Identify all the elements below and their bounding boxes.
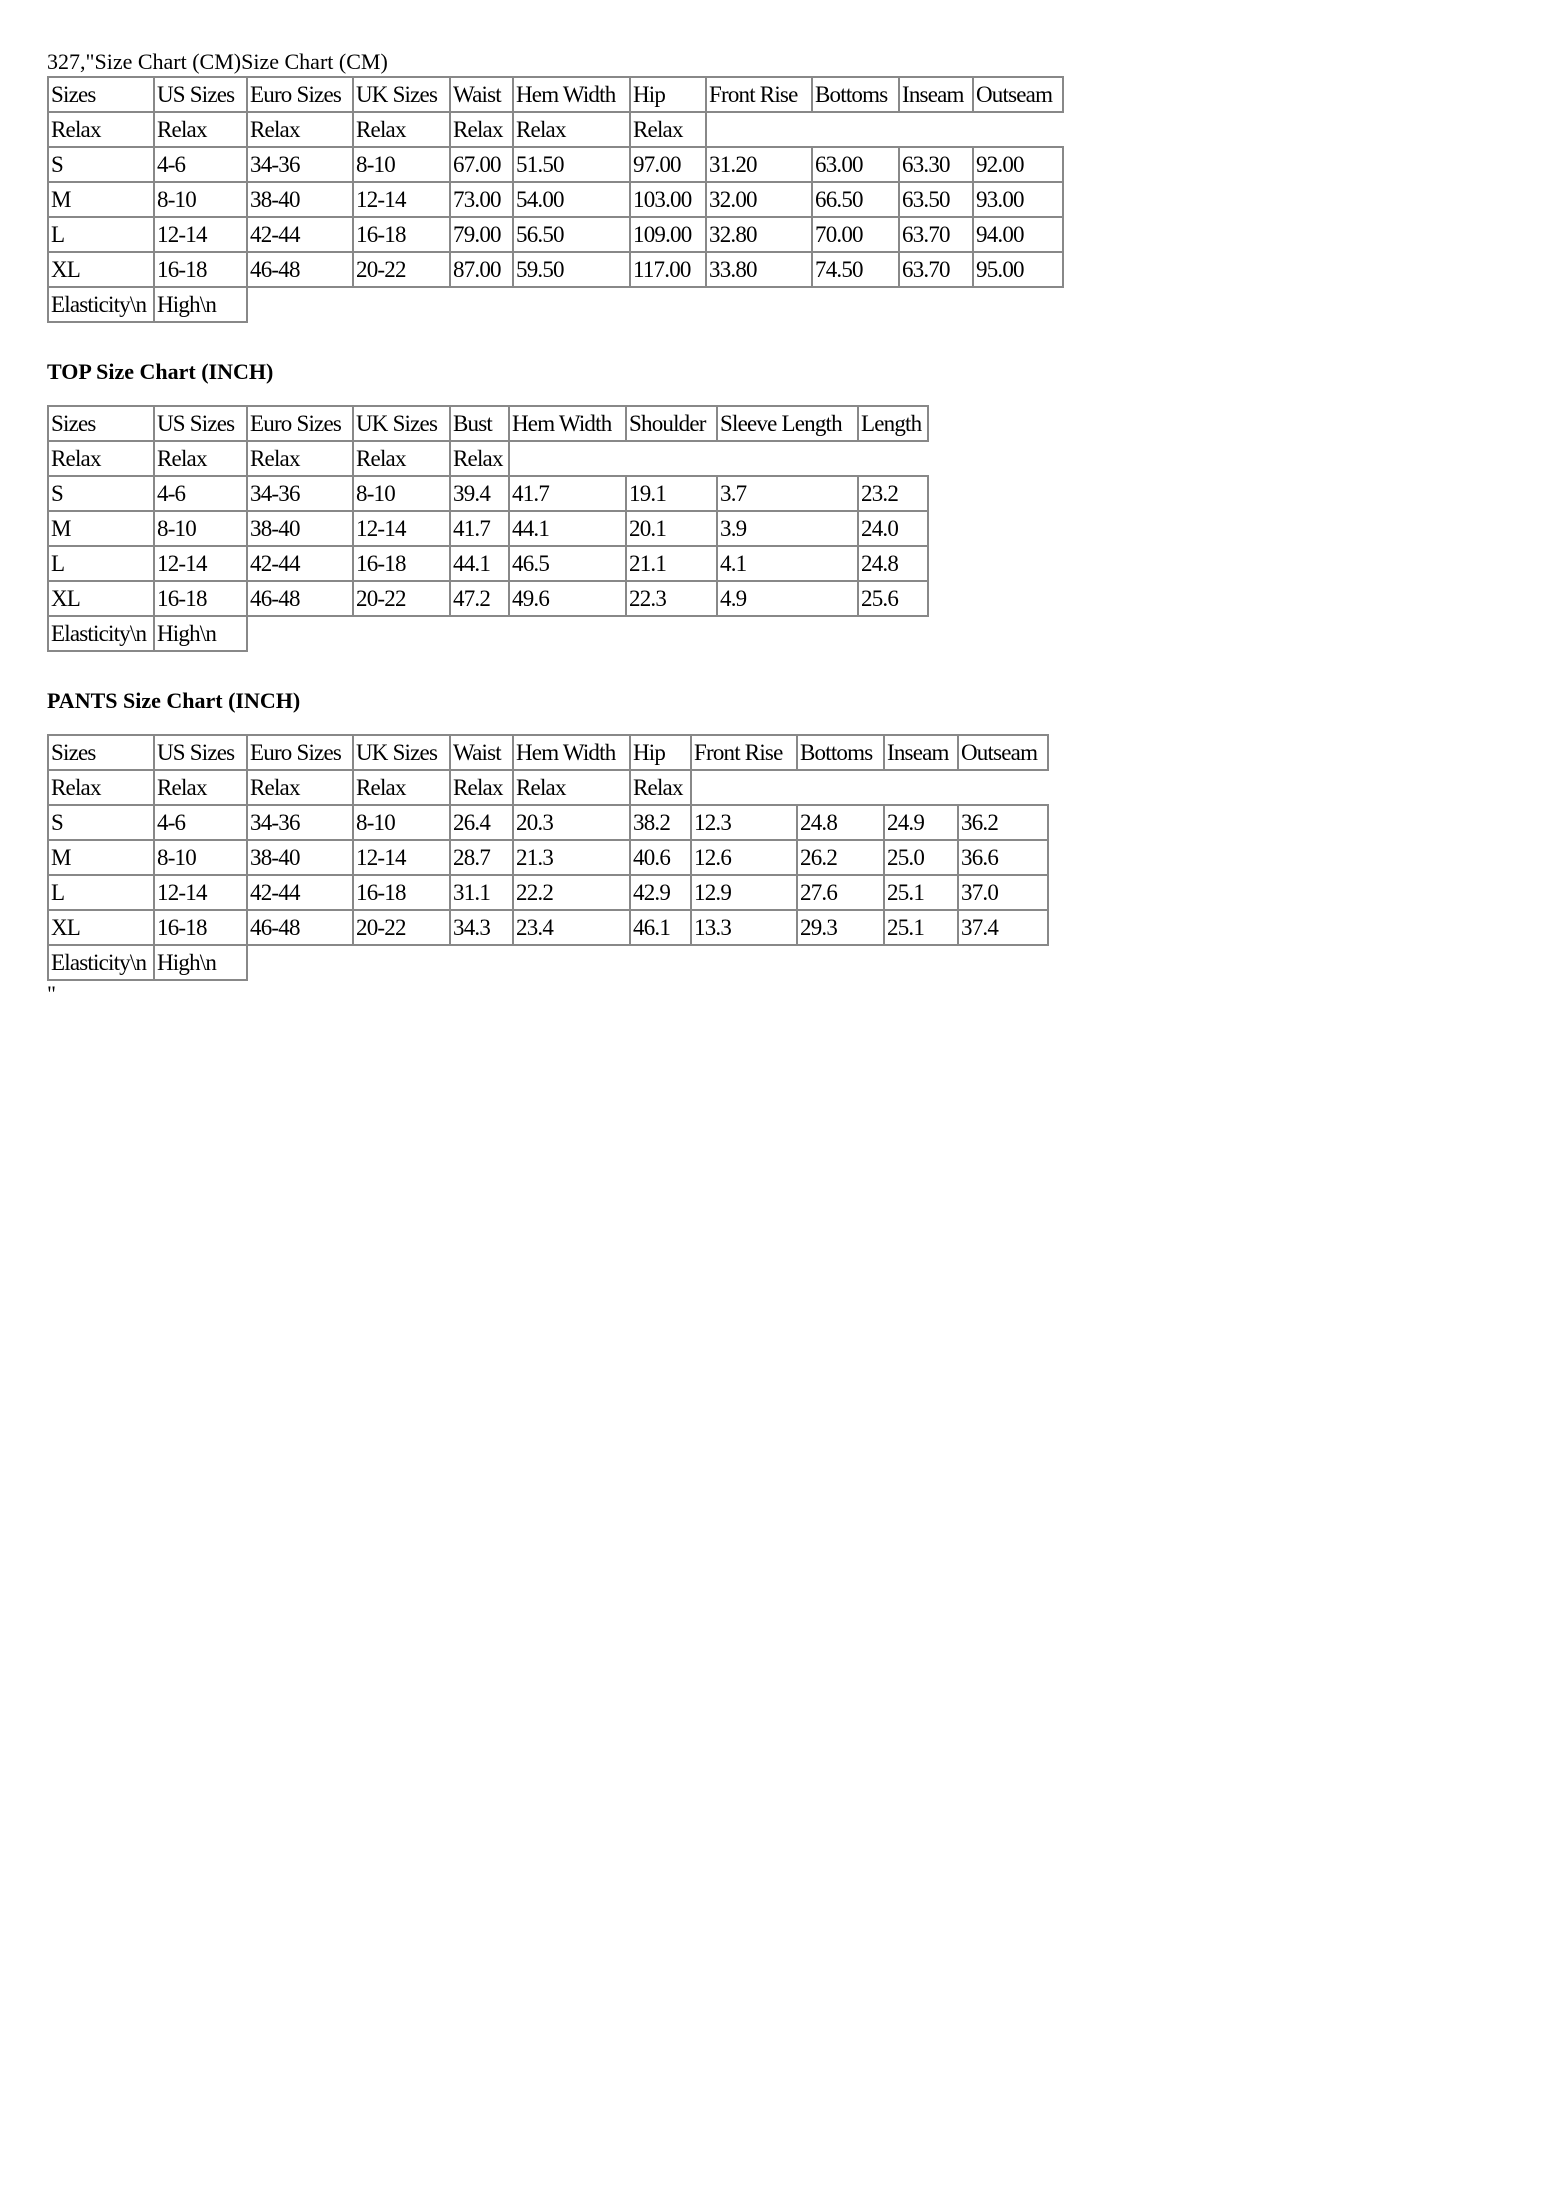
table-cell: Outseam <box>973 77 1063 112</box>
empty-cell <box>353 616 450 651</box>
table-cell: US Sizes <box>154 77 247 112</box>
table-cell: 16-18 <box>154 252 247 287</box>
empty-cell <box>858 441 928 476</box>
table-cell: Relax <box>513 112 630 147</box>
table-cell: Relax <box>154 441 247 476</box>
table-cell: 28.7 <box>450 840 513 875</box>
table-cell: 23.2 <box>858 476 928 511</box>
table-cell: 4-6 <box>154 147 247 182</box>
table-row <box>48 581 928 616</box>
document-page <box>47 48 1147 1005</box>
table-cell: US Sizes <box>154 735 247 770</box>
table-cell: 70.00 <box>812 217 899 252</box>
table-cell: Relax <box>247 112 353 147</box>
table-row <box>48 546 928 581</box>
empty-cell <box>973 112 1063 147</box>
table-row <box>48 945 1048 980</box>
table-cell: M <box>48 511 154 546</box>
table-cell: 109.00 <box>630 217 706 252</box>
table-cell: 46-48 <box>247 910 353 945</box>
table-cell: M <box>48 182 154 217</box>
table-cell: S <box>48 805 154 840</box>
table-row <box>48 805 1048 840</box>
table-cell: 49.6 <box>509 581 626 616</box>
table-cell: 8-10 <box>353 805 450 840</box>
table-cell: Euro Sizes <box>247 406 353 441</box>
table-cell: 47.2 <box>450 581 509 616</box>
pants-size-chart-title: PANTS Size Chart (INCH) <box>47 688 301 713</box>
empty-cell <box>513 287 630 322</box>
table-cell: 94.00 <box>973 217 1063 252</box>
table-cell: 34-36 <box>247 147 353 182</box>
table-cell: Relax <box>630 770 691 805</box>
table-cell: Inseam <box>884 735 958 770</box>
table-cell: 42-44 <box>247 546 353 581</box>
empty-cell <box>706 112 812 147</box>
empty-cell <box>450 287 513 322</box>
empty-cell <box>884 770 958 805</box>
table-cell: 3.9 <box>717 511 858 546</box>
table-cell: 16-18 <box>353 546 450 581</box>
table-cell: 56.50 <box>513 217 630 252</box>
table-cell: Sizes <box>48 77 154 112</box>
table-cell: 79.00 <box>450 217 513 252</box>
table-cell: Sizes <box>48 406 154 441</box>
empty-cell <box>691 945 797 980</box>
table-cell: 38.2 <box>630 805 691 840</box>
table-cell: Euro Sizes <box>247 77 353 112</box>
table-cell: 4-6 <box>154 476 247 511</box>
table-cell: 25.6 <box>858 581 928 616</box>
empty-cell <box>247 616 353 651</box>
table-cell: 42-44 <box>247 217 353 252</box>
empty-cell <box>899 287 973 322</box>
table-cell: 4-6 <box>154 805 247 840</box>
table-cell: Relax <box>353 770 450 805</box>
table-cell: 20-22 <box>353 252 450 287</box>
table-cell: 12-14 <box>154 217 247 252</box>
table-cell: 25.1 <box>884 910 958 945</box>
table-cell: 63.50 <box>899 182 973 217</box>
empty-cell <box>513 945 630 980</box>
table-row <box>48 770 1048 805</box>
table-cell: 74.50 <box>812 252 899 287</box>
table-row <box>48 910 1048 945</box>
table-cell: Outseam <box>958 735 1048 770</box>
table-row <box>48 476 928 511</box>
table-cell: 31.1 <box>450 875 513 910</box>
table-cell: 59.50 <box>513 252 630 287</box>
table-cell: 33.80 <box>706 252 812 287</box>
table-cell: 95.00 <box>973 252 1063 287</box>
table-cell: Relax <box>48 441 154 476</box>
table-cell: 20.1 <box>626 511 717 546</box>
table-cell: 24.0 <box>858 511 928 546</box>
table-cell: High\n <box>154 287 247 322</box>
table-cell: 23.4 <box>513 910 630 945</box>
table-cell: 26.2 <box>797 840 884 875</box>
table-cell: 92.00 <box>973 147 1063 182</box>
table-cell: 41.7 <box>450 511 509 546</box>
table-cell: 24.9 <box>884 805 958 840</box>
table-cell: Elasticity\n <box>48 287 154 322</box>
empty-cell <box>630 287 706 322</box>
empty-cell <box>717 441 858 476</box>
table-cell: 34-36 <box>247 476 353 511</box>
table-cell: 32.00 <box>706 182 812 217</box>
table-cell: 40.6 <box>630 840 691 875</box>
table-cell: 26.4 <box>450 805 513 840</box>
table-cell: Inseam <box>899 77 973 112</box>
table-cell: 21.3 <box>513 840 630 875</box>
table-cell: 29.3 <box>797 910 884 945</box>
table-cell: 4.9 <box>717 581 858 616</box>
table-cell: 38-40 <box>247 511 353 546</box>
table-cell: 20-22 <box>353 581 450 616</box>
empty-cell <box>353 945 450 980</box>
table-cell: 117.00 <box>630 252 706 287</box>
table-cell: 13.3 <box>691 910 797 945</box>
table-cell: Bust <box>450 406 509 441</box>
empty-cell <box>691 770 797 805</box>
table-row <box>48 217 1063 252</box>
table-cell: 12-14 <box>353 182 450 217</box>
table-cell: Euro Sizes <box>247 735 353 770</box>
table-cell: Hem Width <box>513 735 630 770</box>
table-cell: Front Rise <box>691 735 797 770</box>
empty-cell <box>450 616 509 651</box>
table-cell: 42.9 <box>630 875 691 910</box>
table-cell: 16-18 <box>353 875 450 910</box>
table-cell: 4.1 <box>717 546 858 581</box>
table-cell: 37.4 <box>958 910 1048 945</box>
table-cell: 38-40 <box>247 840 353 875</box>
table-cell: Elasticity\n <box>48 945 154 980</box>
table-cell: L <box>48 546 154 581</box>
table-cell: UK Sizes <box>353 77 450 112</box>
empty-cell <box>247 287 353 322</box>
table-cell: 8-10 <box>154 840 247 875</box>
table-cell: 46-48 <box>247 252 353 287</box>
table-row <box>48 840 1048 875</box>
table-cell: 103.00 <box>630 182 706 217</box>
table-cell: 36.2 <box>958 805 1048 840</box>
table-row <box>48 112 1063 147</box>
table-cell: 3.7 <box>717 476 858 511</box>
table-cell: Relax <box>450 770 513 805</box>
table-cell: 46.1 <box>630 910 691 945</box>
pants-size-chart-table <box>47 734 1049 981</box>
table-cell: XL <box>48 581 154 616</box>
table-cell: Relax <box>154 770 247 805</box>
table-cell: Hip <box>630 77 706 112</box>
table-cell: 12.9 <box>691 875 797 910</box>
empty-cell <box>509 616 626 651</box>
table-cell: 12.6 <box>691 840 797 875</box>
table-header-row <box>48 406 928 441</box>
table-cell: 63.70 <box>899 217 973 252</box>
table-row <box>48 441 928 476</box>
table-header-row <box>48 735 1048 770</box>
table-cell: M <box>48 840 154 875</box>
table-cell: Shoulder <box>626 406 717 441</box>
table-cell: 73.00 <box>450 182 513 217</box>
table-row <box>48 147 1063 182</box>
table-cell: Relax <box>48 770 154 805</box>
table-cell: 46-48 <box>247 581 353 616</box>
table-cell: L <box>48 875 154 910</box>
table-cell: US Sizes <box>154 406 247 441</box>
table-cell: 19.1 <box>626 476 717 511</box>
table-cell: 51.50 <box>513 147 630 182</box>
table-cell: 36.6 <box>958 840 1048 875</box>
table-cell: 31.20 <box>706 147 812 182</box>
table-cell: 34-36 <box>247 805 353 840</box>
table-cell: 25.1 <box>884 875 958 910</box>
table-cell: Waist <box>450 735 513 770</box>
table-cell: 67.00 <box>450 147 513 182</box>
table-cell: 12.3 <box>691 805 797 840</box>
table-cell: 97.00 <box>630 147 706 182</box>
table-cell: 25.0 <box>884 840 958 875</box>
table-cell: UK Sizes <box>353 406 450 441</box>
table-cell: XL <box>48 252 154 287</box>
table-cell: Length <box>858 406 928 441</box>
table-cell: 24.8 <box>797 805 884 840</box>
top-size-chart-title: TOP Size Chart (INCH) <box>47 359 274 384</box>
table-cell: Relax <box>154 112 247 147</box>
table-cell: 16-18 <box>154 581 247 616</box>
table-cell: Hem Width <box>509 406 626 441</box>
table-cell: 87.00 <box>450 252 513 287</box>
table-cell: S <box>48 476 154 511</box>
table-cell: Sizes <box>48 735 154 770</box>
table-cell: Relax <box>450 112 513 147</box>
empty-cell <box>973 287 1063 322</box>
table-cell: 8-10 <box>353 147 450 182</box>
empty-cell <box>899 112 973 147</box>
table-cell: 44.1 <box>509 511 626 546</box>
table-cell: 93.00 <box>973 182 1063 217</box>
table-cell: 38-40 <box>247 182 353 217</box>
table-cell: Relax <box>247 770 353 805</box>
table-cell: XL <box>48 910 154 945</box>
table-cell: 16-18 <box>154 910 247 945</box>
empty-cell <box>958 945 1048 980</box>
table-cell: Bottoms <box>797 735 884 770</box>
table-cell: Relax <box>450 441 509 476</box>
table-cell: Relax <box>630 112 706 147</box>
empty-cell <box>884 945 958 980</box>
empty-cell <box>812 287 899 322</box>
table-cell: 46.5 <box>509 546 626 581</box>
table-cell: 44.1 <box>450 546 509 581</box>
table-cell: 63.30 <box>899 147 973 182</box>
table-cell: Elasticity\n <box>48 616 154 651</box>
table-cell: 32.80 <box>706 217 812 252</box>
empty-cell <box>812 112 899 147</box>
table-cell: 12-14 <box>353 511 450 546</box>
table-cell: S <box>48 147 154 182</box>
empty-cell <box>717 616 858 651</box>
table-header-row <box>48 77 1063 112</box>
table-cell: Hip <box>630 735 691 770</box>
table-cell: 12-14 <box>154 546 247 581</box>
table-cell: 8-10 <box>353 476 450 511</box>
empty-cell <box>797 770 884 805</box>
table-cell: 63.00 <box>812 147 899 182</box>
table-cell: Waist <box>450 77 513 112</box>
table-cell: 41.7 <box>509 476 626 511</box>
table-cell: Front Rise <box>706 77 812 112</box>
empty-cell <box>509 441 626 476</box>
table-cell: 42-44 <box>247 875 353 910</box>
table-cell: 21.1 <box>626 546 717 581</box>
table-cell: UK Sizes <box>353 735 450 770</box>
empty-cell <box>626 441 717 476</box>
empty-cell <box>706 287 812 322</box>
document-header-line: 327,"Size Chart (CM)Size Chart (CM) <box>47 49 388 74</box>
empty-cell <box>450 945 513 980</box>
table-cell: 12-14 <box>154 875 247 910</box>
table-cell: 22.3 <box>626 581 717 616</box>
empty-cell <box>958 770 1048 805</box>
table-cell: Bottoms <box>812 77 899 112</box>
table-cell: 20-22 <box>353 910 450 945</box>
table-cell: Relax <box>353 112 450 147</box>
table-cell: 20.3 <box>513 805 630 840</box>
table-cell: 66.50 <box>812 182 899 217</box>
table-cell: Sleeve Length <box>717 406 858 441</box>
empty-cell <box>247 945 353 980</box>
empty-cell <box>797 945 884 980</box>
table-cell: 8-10 <box>154 511 247 546</box>
table-cell: High\n <box>154 945 247 980</box>
table-cell: Relax <box>353 441 450 476</box>
table-cell: 12-14 <box>353 840 450 875</box>
table-cell: 39.4 <box>450 476 509 511</box>
empty-cell <box>626 616 717 651</box>
table-cell: 63.70 <box>899 252 973 287</box>
table-cell: 34.3 <box>450 910 513 945</box>
table-cell: Relax <box>48 112 154 147</box>
top-size-chart-table <box>47 405 929 652</box>
empty-cell <box>858 616 928 651</box>
table-cell: L <box>48 217 154 252</box>
table-row <box>48 511 928 546</box>
table-cell: 8-10 <box>154 182 247 217</box>
table-row <box>48 252 1063 287</box>
table-cell: 27.6 <box>797 875 884 910</box>
table-cell: Relax <box>513 770 630 805</box>
table-row <box>48 875 1048 910</box>
empty-cell <box>353 287 450 322</box>
table-row <box>48 287 1063 322</box>
table-cell: 22.2 <box>513 875 630 910</box>
table-row <box>48 182 1063 217</box>
table-cell: High\n <box>154 616 247 651</box>
empty-cell <box>630 945 691 980</box>
cm-size-chart-table <box>47 76 1064 323</box>
table-cell: 54.00 <box>513 182 630 217</box>
table-cell: 37.0 <box>958 875 1048 910</box>
table-cell: Hem Width <box>513 77 630 112</box>
table-cell: Relax <box>247 441 353 476</box>
table-cell: 16-18 <box>353 217 450 252</box>
table-cell: 24.8 <box>858 546 928 581</box>
table-row <box>48 616 928 651</box>
document-end-mark: " <box>47 981 56 1006</box>
